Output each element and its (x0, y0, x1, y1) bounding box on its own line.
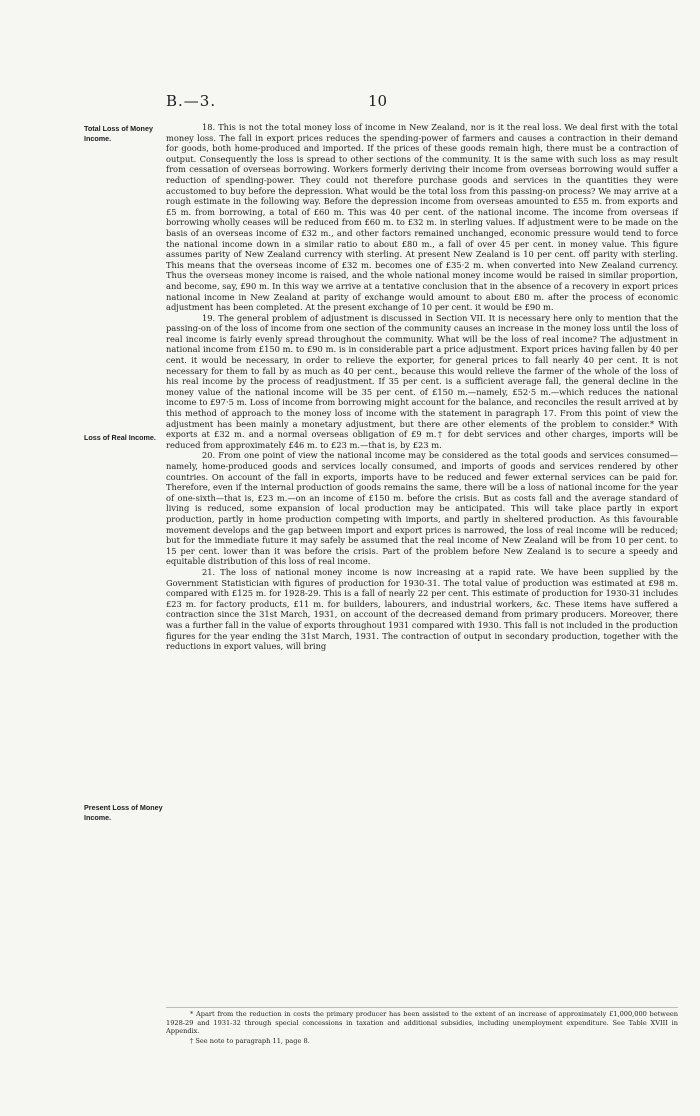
footnote-dagger: † See note to paragraph 11, page 8. (190, 1037, 310, 1046)
document-reference: B.—3. (166, 92, 217, 110)
footnotes (166, 1010, 678, 1047)
footnote-divider (166, 1007, 678, 1008)
paragraph-18: 18. This is not the total money loss of income in New Zealand, nor is it the real loss. We deal first with the total money loss. The fall in export prices reduces the spending-power of farmers and causes a contraction in their demand for goods, both home-produced and imported. If the prices of these goods remain high, there must be a contraction of output. Consequently the loss is spread to other sections of the community. It is the same with such loss as may result from cessation of overseas borrowing. Workers formerly deriving their income from overseas borrowing would suffer a reduction of spending-power. They could not therefore purchase goods and services in the quantities they were accustomed to buy before the depression. What would be the total loss from this passing-on process? We may arrive at a rough estimate in the following way. Before the depression income from overseas amounted to £55 m. from exports and £5 m. from borrowing, a total of £60 m. This was 40 per cent. of the national income. The income from overseas if borrowing wholly ceases will be reduced from £60 m. to £32 m. in sterling values. If adjustment were to be made on the basis of an overseas income of £32 m., and other factors remained unchanged, economic pressure would tend to force the national income down in a similar ratio to about £80 m., a fall of over 45 per cent. in money value. This figure assumes parity of New Zealand currency with sterling. At present New Zealand is 10 per cent. off parity with sterling. This means that the overseas income of £32 m. becomes one of £35·2 m. when converted into New Zealand currency. Thus the overseas money income is raised, and the whole national money income would be raised in similar proportion, and become, say, £90 m. In this way we arrive at a tentative conclusion that in the absence of a recovery in export prices national income in New Zealand at parity of exchange would amount to about £80 m. after the process of economic adjustment has been completed. At the present exchange of 10 per cent. it would be £90 m. (166, 122, 678, 313)
side-note-real-income: Loss of Real Income. (84, 433, 156, 442)
side-note-present-loss: Present Loss of Money Income. (84, 803, 163, 822)
paragraph-19: 19. The general problem of adjustment is discussed in Section VII. It is necessary here only to mention that the passing-on of the loss of income from one section of the community causes an increase in the money loss until the loss of real income is fairly evenly spread throughout the community. What will be the loss of real income? The adjustment in national income from £150 m. to £90 m. is in considerable part a price adjustment. Export prices having fallen by 40 per cent. it would be necessary, in order to relieve the exporter, for general prices to fall nearly 40 per cent. It is not necessary for them to fall by as much as 40 per cent., because this would relieve the farmer of the whole of the loss of his real income by the process of readjustment. If 35 per cent. is a sufficient average fall, the general decline in the money value of the national income will be 35 per cent. of £150 m.—namely, £52·5 m.—which reduces the national income to £97·5 m. Loss of income from borrowing might account for the balance, and reconciles the result arrived at by this method of approach to the money loss of income with the statement in paragraph 17. From this point of view the adjustment has been mainly a monetary adjustment, but there are other elements of the problem to consider.* With exports at £32 m. and a normal overseas obligation of £9 m.† for debt services and other charges, imports will be reduced from approximately £46 m. to £23 m.—that is, by £23 m. (166, 312, 678, 450)
body-text (166, 122, 678, 652)
paragraph-20: 20. From one point of view the national income may be considered as the total goods and services consumed—namely, home-produced goods and services locally consumed, and imports of goods and services rendered by other countries. On account of the fall in exports, imports have to be reduced and fewer external services can be paid for. Therefore, even if the internal production of goods remains the same, there will be a loss of national income for the year of one-sixth—that is, £23 m.—on an income of £150 m. before the crisis. But as costs fall and the average standard of living is reduced, some expansion of local production may be anticipated. This will take place partly in export production, partly in home production competing with imports, and partly in sheltered production. As this favourable movement develops and the gap between import and export prices is narrowed, the loss of real income will be reduced; but for the immediate future it may safely be assumed that the real income of New Zealand will be from 10 per cent. to 15 per cent. lower than it was before the crisis. Part of the problem before New Zealand is to secure a speedy and equitable distribution of this loss of real income. (166, 450, 678, 567)
paragraph-21: 21. The loss of national money income is now increasing at a rapid rate. We have been supplied by the Government Statistician with figures of production for 1930-31. The total value of production was estimated at £98 m. compared with £125 m. for 1928-29. This is a fall of nearly 22 per cent. This estimate of production for 1930-31 includes £23 m. for factory products, £11 m. for builders, labourers, and industrial workers, &c. These items have suffered a contraction since the 31st March, 1931, on account of the decreased demand from primary producers. Moreover, there was a further fall in the value of exports throughout 1931 compared with 1930. This fall is not included in the production figures for the year ending the 31st March, 1931. The contraction of output in secondary production, together with the reductions in export values, will bring (166, 566, 678, 652)
side-note-total-loss: Total Loss of Money Income. (84, 124, 153, 143)
footnote-asterisk: * Apart from the reduction in costs the primary producer has been assisted to the extent of an increase of approximately £1,000,000 between 1928-29 and 1931-32 through special concessions in taxation and additional subsidies, including unemployment expenditure. See Table XVIII in Appendix. (166, 1010, 678, 1036)
page-number: 10 (368, 92, 388, 110)
